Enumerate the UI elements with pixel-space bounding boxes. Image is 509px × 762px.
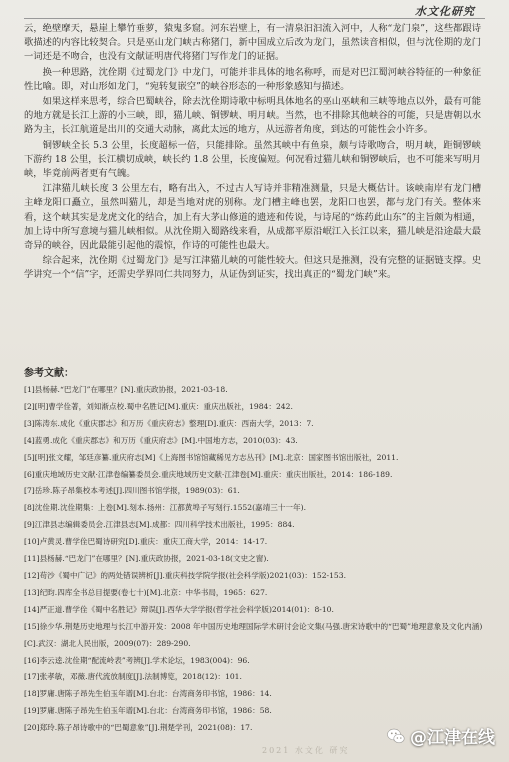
reference-item: [17]张孝敏，邓薇.唐代流放制度[J].法制博览，2018(12)：101. [24,672,242,682]
reference-item: [11]县杨赫.“巴龙门”在哪里？[N].重庆政协报，2021-03-18(文史之窗). [24,554,269,564]
source-watermark [386,723,495,748]
references-list [24,382,483,737]
reference-item: [3]陈涛东.成化《重庆郡志》和万历《重庆府志》整理[D].重庆：西南大学，2013：7. [24,418,314,428]
reference-item: [4]蓝勇.成化《重庆郡志》和万历《重庆府志》[M].中国地方志，2010(03)：43. [24,435,298,445]
wechat-icon [386,726,406,746]
reference-item: [2][明]曹学佺著，刘知渐点校.蜀中名胜记[M].重庆：重庆出版社，1984：242. [24,401,293,411]
references-heading: 参考文献： [24,368,74,379]
reference-item: [18]罗庸.唐陈子昂先生伯玉年谱[M].台北：台湾商务印书馆，1986：14. [24,689,272,699]
paragraph: 江津猫儿峡长度 3 公里左右，略有出入，不过古人写诗并非精准测量，只是大概估计。该峡南岸有龙门槽主峰龙阳口矗立，虽然叫猫儿，却是当地对虎的别称。龙门槽主峰也罢，龙阳口也罢，都与龙门有关。整体来看，这个峡其实是龙虎文化的结合，加上有大茅山修道的遗迹和传说，与诗尾的“炼药此山东”的主旨颇为相通，加上诗中所写意境与猫儿峡相似。从沈佺期入蜀路线来看，从成都平原沿岷江入长江以来，猫儿峡是沿途最大最奇异的峡谷，因此最能引起他的震惊，作诗的可能性也最大。 [24,183,481,252]
running-header: 水文化研究 [415,5,475,18]
header-divider [24,18,485,19]
reference-item: [20]郑玲.陈子昂诗歌中的“巴蜀意象”[J].荆楚学刊，2021(08)：17. [24,723,253,733]
article-body [24,22,481,284]
reference-item: [9]江津县志编辑委员会.江津县志[M].成都：四川科学技术出版社，1995：884. [24,520,295,530]
reference-item: [19]罗庸.唐陈子昂先生伯玉年谱[M].台北：台湾商务印书馆，1986：58. [24,706,272,716]
reference-item: [8]沈佺期.沈佺期集：上卷[M].刻本.扬州：江都黄埠子写刻行.1552(嘉靖三十一年). [24,503,306,513]
watermark-label: @江津在线 [410,728,495,748]
paragraph: 综合起来，沈佺期《过蜀龙门》是写江津猫儿峡的可能性较大。但这只是推测，没有完整的证据链支撑。史学讲究一个“信”字，还需史学界同仁共同努力，从证伪到证实，找出真正的“蜀龙门峡”来。 [24,255,481,281]
reference-item: [6]重庆地域历史文献·江津卷编纂委员会.重庆地域历史文献·江津卷[M].重庆：重庆出版社，2014：186-189. [24,469,393,479]
reference-item: [14]严正道.曹学佺《蜀中名胜记》辩误[J].西华大学学报(哲学社会科学版)2014(01)：8-10. [24,604,334,614]
page-footer: 2021 水文化 研究 [262,746,350,755]
reference-item: [12]苟沙《蜀中广记》的两处错误辨析[J].重庆科技学院学报(社会科学版)2021(03)：152-153. [24,570,346,580]
reference-item: [15]徐少华.荆楚历史地理与长江中游开发：2008 年中国历史地理国际学术研讨会论文集(马强.唐宋诗歌中的“巴蜀”地理意象及文化内涵)[C].武汉：湖北人民出版，2009(07)：289-290. [24,621,483,648]
reference-item: [1]县杨赫.“巴龙门”在哪里？[N].重庆政协报，2021-03-18. [24,385,228,394]
reference-item: [13]纪昀.四库全书总目提要(卷七十)[M].北京：中华书局，1965：627. [24,587,268,597]
paragraph: 铜锣峡全长 5.3 公里，长度超标一倍，只能排除。虽然其峡中有鱼泉，颇与诗歌吻合，明月峡，距铜锣峡下游约 18 公里，长江横切成峡，峡长约 1.8 公里，长度偏短。何况看过猫儿峡和铜锣峡后，也不可能来写明月峡，毕竟前两者更有气魄。 [24,139,481,180]
reference-item: [10]卢黄灵.曹学佺巴蜀诗研究[D].重庆：重庆工商大学，2014：14-17. [24,537,268,547]
paragraph: 如果这样来思考，综合巴蜀峡谷，除去沈佺期诗歌中标明具体地名的巫山巫峡和三峡等地点以外，最有可能的地方就是长江上游的小三峡，即，猫儿峡、铜锣峡、明月峡。当然，也不排除其他峡谷的可能，只是唐朝以水路为主，长江航道是出川的交通大动脉，离此太远的地方，从远游者角度，到达的可能性会小许多。 [24,96,481,136]
reference-item: [5][明]张文耀，邹廷彦纂.重庆府志[M]《上海图书馆馆藏稀见方志丛刊》[M].北京：国家图书馆出版社，2011. [24,452,399,462]
reference-item: [7]岳珍.陈子昂集校本考述[J].四川图书馆学报，1989(03)：61. [24,486,240,496]
reference-item: [16]李云逵.沈佺期“配流岭表”考辨[J].学术论坛，1983(004)：96. [24,655,250,665]
paragraph: 换一种思路，沈佺期《过蜀龙门》中龙门，可能并非具体的地名称呼，而是对巴江蜀河峡谷特征的一种象征性比喻。即，对山形如龙门，“宛转复嵌空”的峡谷形态的一种形象感知与描述。 [24,66,481,92]
paragraph: 云，绝壁摩天，悬崖上攀竹垂萝，猿鬼多窟。河东岩壁上，有一清泉汩汩流入河中，人称“龙门泉”，这些都跟诗歌描述的内容比较契合。只是巫山龙门峡古称猪门，新中国成立后改为龙门，虽然读音相似，但与沈佺期的龙门一词还是不吻合，也没有文献证明唐代将猪门写作龙门的证据。 [24,23,481,63]
